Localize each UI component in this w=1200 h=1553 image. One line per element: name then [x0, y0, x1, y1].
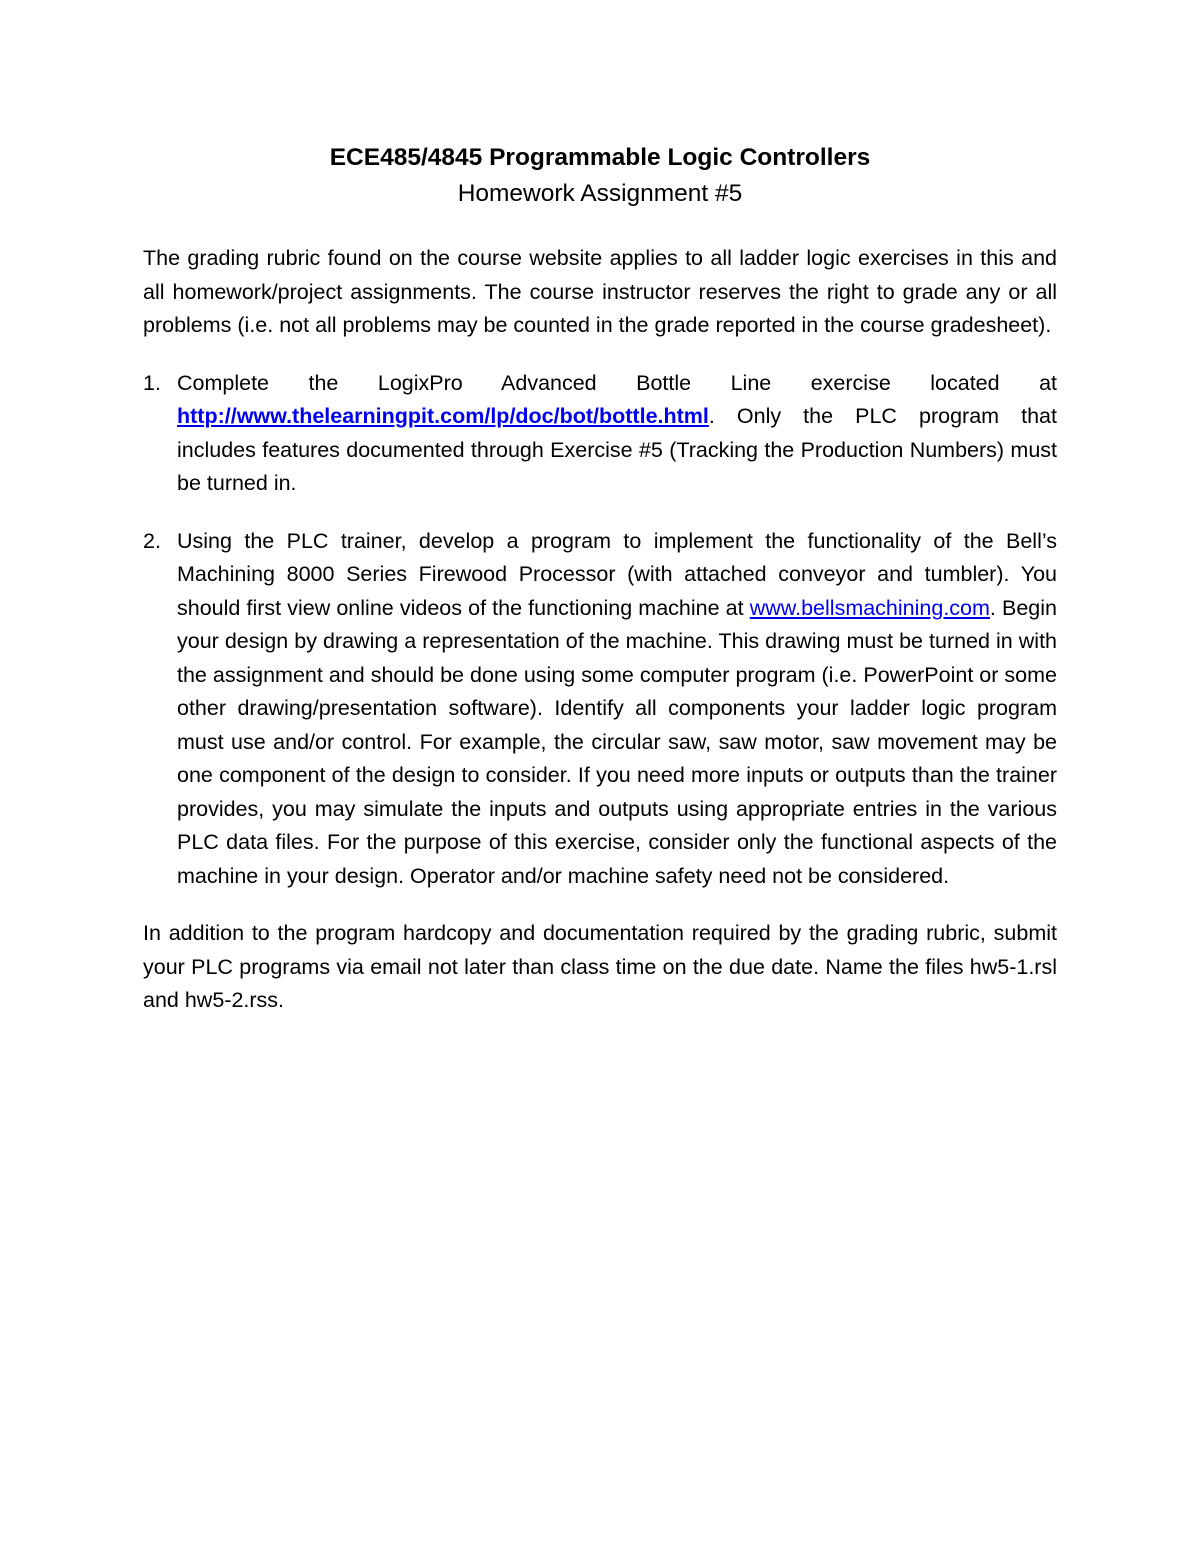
document-title [143, 140, 1057, 212]
list-item [143, 525, 1057, 894]
bells-machining-link[interactable]: www.bellsmachining.com [749, 595, 990, 620]
assignment-list [143, 367, 1057, 894]
item-number: 2. [143, 528, 161, 553]
item-text-before: Complete the LogixPro Advanced Bottle Line exercise located at [177, 370, 1057, 395]
item-text-after: . Begin your design by drawing a representation of the machine. This drawing must be turned in with the assignment and should be done using some computer program (i.e. PowerPoint or some other drawing/presentation software). Identify all components your ladder logic program must use and/or control. For example, the circular saw, saw motor, saw movement may be one component of the design to consider. If you need more inputs or outputs than the trainer provides, you may simulate the inputs and outputs using appropriate entries in the various PLC data files. For the purpose of this exercise, consider only the functional aspects of the machine in your design. Operator and/or machine safety need not be considered. [177, 595, 1058, 888]
bottle-line-link[interactable]: http://www.thelearningpit.com/lp/doc/bot/bottle.html [177, 404, 709, 428]
course-title: ECE485/4845 Programmable Logic Controllers [329, 144, 871, 171]
assignment-title: Homework Assignment #5 [457, 180, 743, 207]
item-text-before: Using the PLC trainer, develop a program to implement the functionality of the Bell’s Machining 8000 Series Firewood Processor (with attached conveyor and tumbler). You should first view online videos of the functioning machine at [177, 528, 1057, 620]
item-text-after: . Only the PLC program that includes features documented through Exercise #5 (Tracking the Production Numbers) must be turned in. [177, 404, 1057, 495]
intro-paragraph: The grading rubric found on the course website applies to all ladder logic exercises in this and all homework/project assignments. The course instructor reserves the right to grade any or all problems (i.e. not all problems may be counted in the grade reported in the course gradesheet). [143, 246, 1057, 337]
item-number: 1. [143, 370, 161, 395]
closing-paragraph: In addition to the program hardcopy and documentation required by the grading rubric, submit your PLC programs via email not later than class time on the due date. Name the files hw5-1.rsl and hw5-2.rss. [143, 921, 1057, 1012]
list-item [143, 367, 1057, 501]
document-page [143, 140, 1057, 1018]
